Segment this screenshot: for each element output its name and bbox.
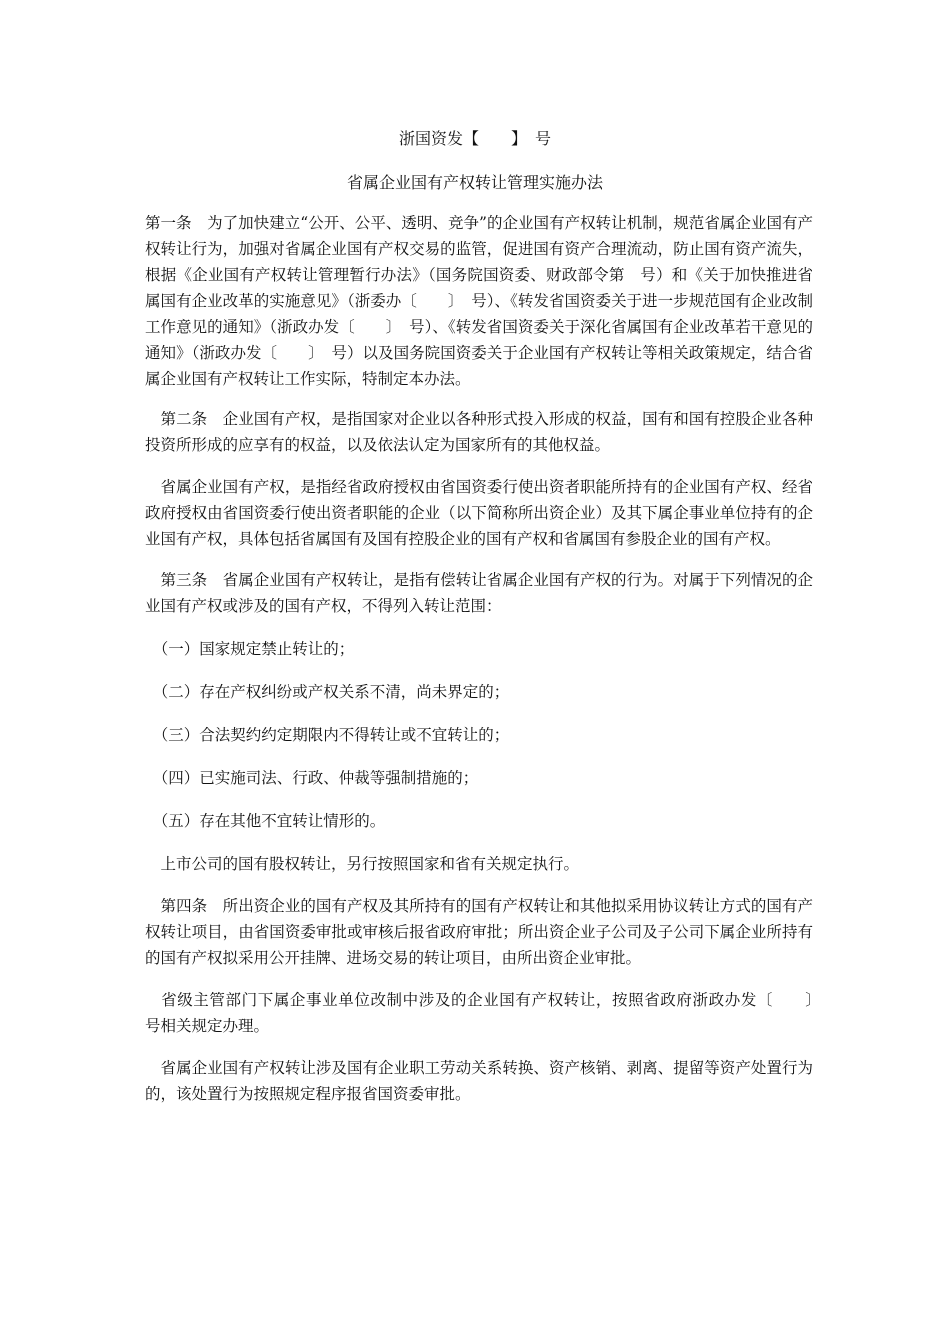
- article-4-subparagraph-2: 省属企业国有产权转让涉及国有企业职工劳动关系转换、资产核销、剥离、提留等资产处置行为的，该处置行为按照规定程序报省国资委审批。: [145, 1059, 813, 1103]
- document-body: [145, 210, 829, 1107]
- article-2-subparagraph: 省属企业国有产权，是指经省政府授权由省国资委行使出资者职能所持有的企业国有产权、经省政府授权由省国资委行使出资者职能的企业（以下简称所出资企业）及其下属企事业单位持有的企业国有产权，具体包括省属国有及国有控股企业的国有产权和省属国有参股企业的国有产权。: [145, 478, 813, 548]
- article-3-paragraph: 第三条 省属企业国有产权转让，是指有偿转让省属企业国有产权的行为。对属于下列情况的企业国有产权或涉及的国有产权，不得列入转让范围：: [145, 571, 813, 615]
- list-item-2: （二）存在产权纠纷或产权关系不清，尚未界定的；: [145, 683, 510, 701]
- article-2-paragraph: 第二条 企业国有产权，是指国家对企业以各种形式投入形成的权益，国有和国有控股企业各种投资所形成的应享有的权益，以及依法认定为国家所有的其他权益。: [145, 410, 813, 454]
- list-item-1: （一）国家规定禁止转让的；: [145, 640, 355, 658]
- list-item-5: （五）存在其他不宜转让情形的。: [145, 812, 386, 830]
- article-4-subparagraph-1: 省级主管部门下属企事业单位改制中涉及的企业国有产权转让，按照省政府浙政办发〔 〕 号相关规定办理。: [145, 991, 829, 1035]
- listed-company-note: 上市公司的国有股权转让，另行按照国家和省有关规定执行。: [145, 855, 580, 873]
- document-title: 省属企业国有产权转让管理实施办法: [346, 173, 603, 192]
- list-item-4: （四）已实施司法、行政、仲裁等强制措施的；: [145, 769, 479, 787]
- list-item-3: （三）合法契约约定期限内不得转让或不宜转让的；: [145, 726, 510, 744]
- article-4-paragraph: 第四条 所出资企业的国有产权及其所持有的国有产权转让和其他拟采用协议转让方式的国有产权转让项目，由省国资委审批或审核后报省政府审批；所出资企业子公司及子公司下属企业所持有的国有产权拟采用公开挂牌、进场交易的转让项目，由所出资企业审批。: [145, 897, 813, 967]
- article-1-paragraph: 第一条 为了加快建立“公开、公平、透明、竞争”的企业国有产权转让机制，规范省属企业国有产权转让行为，加强对省属企业国有产权交易的监管，促进国有资产合理流动，防止国有资产流失，根据《企业国有产权转让管理暂行办法》（国务院国资委、财政部令第 号）和《关于加快推进省属国有企业改革的实施意见》（浙委办〔 〕 号）、《转发省国资委关于进一步规范国有企业改制工作意见的通知》（浙政办发〔 〕 号）、《转发省国资委关于深化省属国有企业改革若干意见的通知》（浙政办发〔 〕 号）以及国务院国资委关于企业国有产权转让等相关政策规定，结合省属企业国有产权转让工作实际，特制定本办法。: [145, 214, 813, 388]
- document-number: 浙国资发【 】 号: [398, 129, 551, 148]
